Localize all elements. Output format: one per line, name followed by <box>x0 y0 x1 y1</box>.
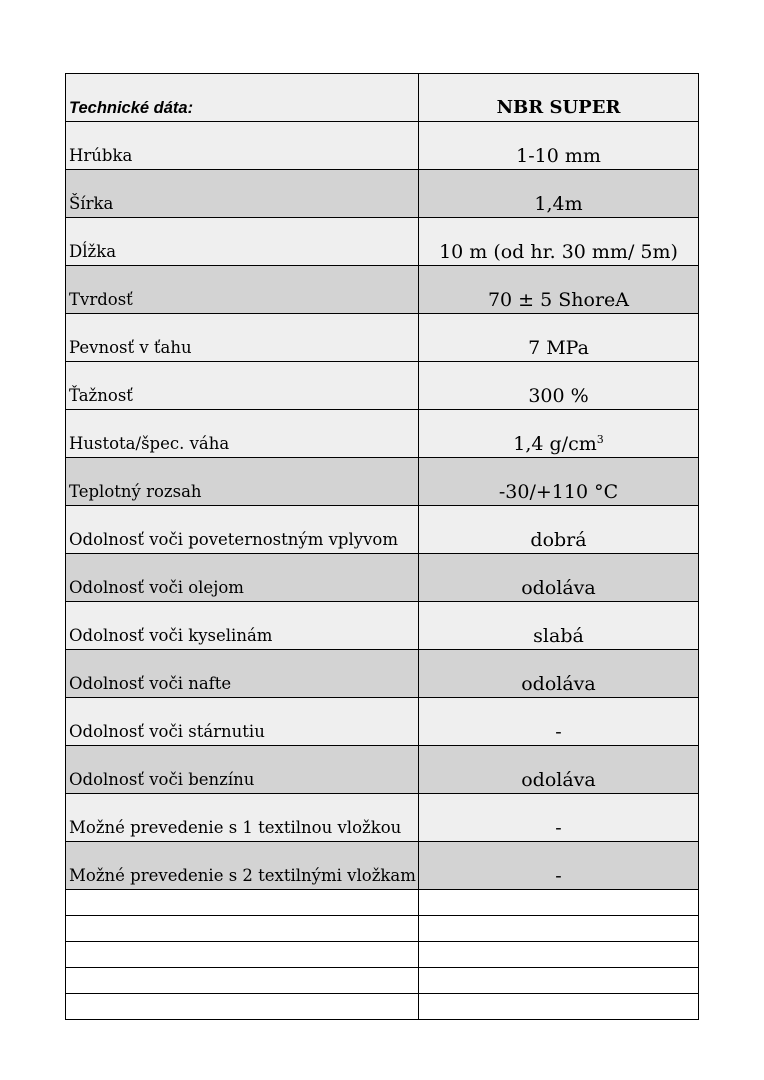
empty-cell <box>66 968 419 994</box>
empty-cell <box>419 968 699 994</box>
property-label: Odolnosť voči poveternostným vplyvom <box>66 506 419 554</box>
property-value: 70 ± 5 ShoreA <box>419 266 699 314</box>
empty-row <box>66 890 699 916</box>
property-label: Hustota/špec. váha <box>66 410 419 458</box>
table-row <box>66 122 699 170</box>
property-label: Pevnosť v ťahu <box>66 314 419 362</box>
property-label: Dĺžka <box>66 218 419 266</box>
table-row <box>66 458 699 506</box>
spec-table <box>65 73 699 1020</box>
empty-row <box>66 994 699 1020</box>
table-row <box>66 410 699 458</box>
header-product-name: NBR SUPER <box>419 74 699 122</box>
table-row <box>66 266 699 314</box>
property-value: 1,4m <box>419 170 699 218</box>
property-value: 300 % <box>419 362 699 410</box>
table-row <box>66 746 699 794</box>
property-label: Ťažnosť <box>66 362 419 410</box>
property-label: Odolnosť voči stárnutiu <box>66 698 419 746</box>
property-value: - <box>419 794 699 842</box>
table-row <box>66 170 699 218</box>
property-label: Možné prevedenie s 1 textilnou vložkou <box>66 794 419 842</box>
table-row <box>66 698 699 746</box>
property-value: - <box>419 698 699 746</box>
property-value: -30/+110 °C <box>419 458 699 506</box>
property-label: Možné prevedenie s 2 textilnými vložkam <box>66 842 419 890</box>
table-row <box>66 218 699 266</box>
empty-cell <box>66 916 419 942</box>
empty-row <box>66 942 699 968</box>
property-value: slabá <box>419 602 699 650</box>
property-value: odoláva <box>419 746 699 794</box>
property-label: Hrúbka <box>66 122 419 170</box>
property-label: Tvrdosť <box>66 266 419 314</box>
table-row <box>66 794 699 842</box>
property-value: odoláva <box>419 650 699 698</box>
property-value: 7 MPa <box>419 314 699 362</box>
table-row <box>66 602 699 650</box>
empty-cell <box>419 890 699 916</box>
header-row <box>66 74 699 122</box>
property-value: 1-10 mm <box>419 122 699 170</box>
property-value-superscript: 3 <box>596 433 604 446</box>
empty-cell <box>66 994 419 1020</box>
property-label: Teplotný rozsah <box>66 458 419 506</box>
header-label: Technické dáta: <box>66 74 419 122</box>
table-row <box>66 842 699 890</box>
property-label: Odolnosť voči benzínu <box>66 746 419 794</box>
table-row <box>66 314 699 362</box>
empty-cell <box>419 916 699 942</box>
property-label: Odolnosť voči kyselinám <box>66 602 419 650</box>
property-value: - <box>419 842 699 890</box>
property-value: 10 m (od hr. 30 mm/ 5m) <box>419 218 699 266</box>
empty-cell <box>419 942 699 968</box>
property-value-text: 1,4 g/cm <box>513 433 597 455</box>
table-row <box>66 650 699 698</box>
empty-cell <box>66 942 419 968</box>
property-value: odoláva <box>419 554 699 602</box>
empty-cell <box>66 890 419 916</box>
property-label: Odolnosť voči olejom <box>66 554 419 602</box>
table-row <box>66 554 699 602</box>
table-row <box>66 506 699 554</box>
property-value: dobrá <box>419 506 699 554</box>
empty-cell <box>419 994 699 1020</box>
table-row <box>66 362 699 410</box>
property-label: Šírka <box>66 170 419 218</box>
empty-row <box>66 968 699 994</box>
property-label: Odolnosť voči nafte <box>66 650 419 698</box>
spec-table-body <box>66 74 699 1020</box>
property-value <box>419 410 699 458</box>
empty-row <box>66 916 699 942</box>
